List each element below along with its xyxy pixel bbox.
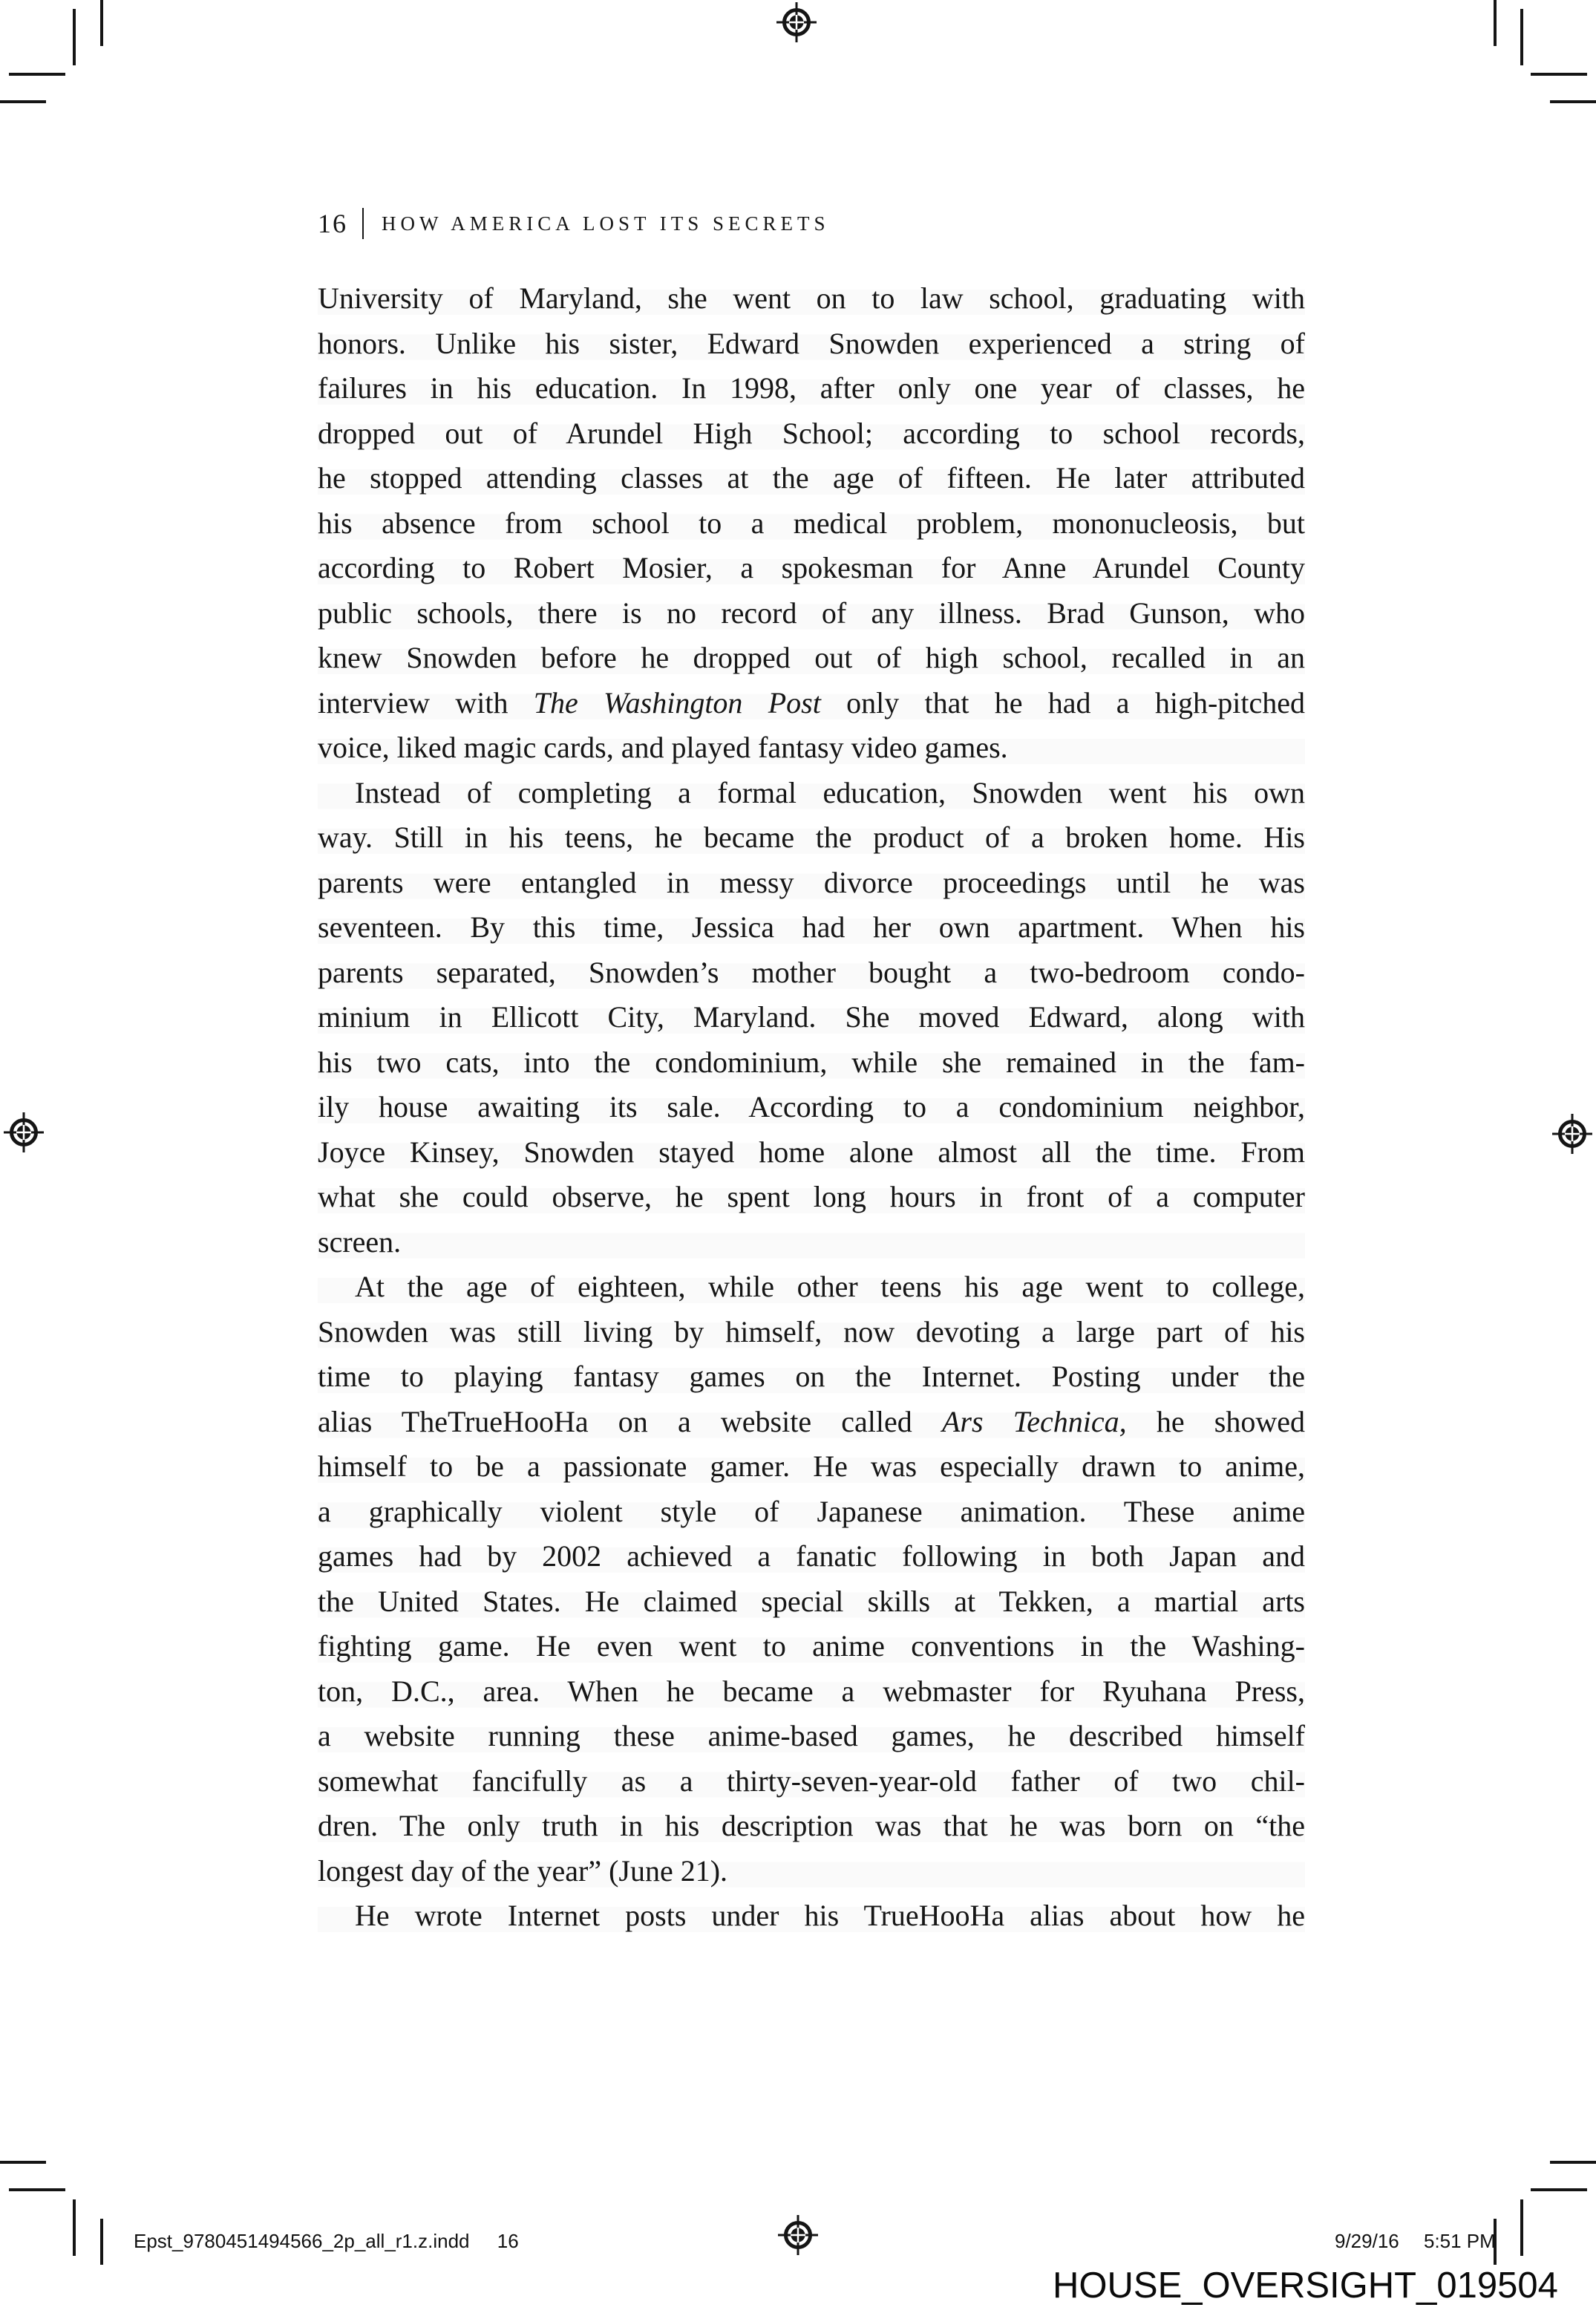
text-line: ton, D.C., area. When he became a webmaster for Ryuhana Press, (318, 1674, 1305, 1708)
text-line: voice, liked magic cards, and played fantasy video games. (318, 731, 1008, 764)
text-line: knew Snowden before he dropped out of high school, recalled in an (318, 641, 1305, 674)
text-line: parents separated, Snowden’s mother bought a two-bedroom condo- (318, 955, 1305, 989)
text-line: He wrote Internet posts under his TrueHooHa alias about how he (355, 1899, 1305, 1932)
text-line: himself to be a passionate gamer. He was especially drawn to anime, (318, 1449, 1305, 1483)
text-line: ily house awaiting its sale. According to a condominium neighbor, (318, 1090, 1305, 1123)
crop-mark (9, 73, 65, 76)
text-line: fighting game. He even went to anime conventions in the Washing- (318, 1629, 1305, 1663)
crop-mark (100, 2219, 103, 2265)
footer-date: 9/29/16 (1335, 2230, 1399, 2252)
text-line: a graphically violent style of Japanese animation. These anime (318, 1494, 1305, 1528)
registration-mark-icon (778, 2215, 818, 2255)
footer-page-number: 16 (497, 2230, 519, 2252)
text-line: seventeen. By this time, Jessica had her own apartment. When his (318, 910, 1305, 944)
text-line: interview with The Washington Post only that he had a high-pitched (318, 685, 1305, 720)
text-line: screen. (318, 1224, 402, 1259)
text-line: Snowden was still living by himself, now devoting a large part of his (318, 1314, 1305, 1348)
text-line: University of Maryland, she went on to law school, graduating with (318, 281, 1305, 315)
text-line: Joyce Kinsey, Snowden stayed home alone almost all the time. From (318, 1135, 1305, 1169)
footer-time: 5:51 PM (1423, 2230, 1496, 2252)
text-line: longest day of the year” (June 21). (318, 1853, 728, 1888)
text-line: minium in Ellicott City, Maryland. She moved Edward, along with (318, 1000, 1305, 1034)
page-number: 16 (318, 209, 347, 238)
text-line: public schools, there is no record of any illness. Brad Gunson, who (318, 596, 1305, 630)
crop-mark (9, 2188, 65, 2191)
crop-mark (1550, 2161, 1596, 2164)
paragraph (318, 771, 1305, 1265)
paragraph (318, 276, 1305, 771)
paragraph (318, 1265, 1305, 1893)
book-title: HOW AMERICA LOST ITS SECRETS (382, 212, 830, 235)
text-line: somewhat fancifully as a thirty-seven-year-old father of two chil- (318, 1764, 1305, 1798)
running-head (318, 205, 830, 242)
crop-mark (0, 2161, 46, 2164)
crop-mark (1494, 0, 1497, 46)
text-line: way. Still in his teens, he became the product of a broken home. His (318, 821, 1305, 854)
text-line: parents were entangled in messy divorce proceedings until he was (318, 865, 1305, 899)
text-line: he stopped attending classes at the age of fifteen. He later attributed (318, 461, 1305, 495)
text-line: according to Robert Mosier, a spokesman for Anne Arundel County (318, 551, 1305, 584)
text-line: Instead of completing a formal education, Snowden went his own (355, 775, 1305, 809)
text-line: alias TheTrueHooHa on a website called Ars Technica, he showed (318, 1404, 1305, 1438)
registration-mark-icon (776, 2, 817, 42)
footer-filename: Epst_9780451494566_2p_all_r1.z.indd (134, 2230, 470, 2252)
footer-left (134, 2230, 519, 2253)
crop-mark (1531, 2188, 1587, 2191)
crop-mark (73, 9, 76, 65)
text-line: failures in his education. In 1998, after only one year of classes, he (318, 371, 1305, 405)
bates-stamp: HOUSE_OVERSIGHT_019504 (1053, 2266, 1558, 2306)
header-divider (362, 208, 364, 239)
crop-mark (1520, 9, 1523, 65)
text-line: his absence from school to a medical problem, mononucleosis, but (318, 506, 1305, 540)
registration-mark-icon (1552, 1114, 1592, 1154)
text-block (318, 276, 1305, 1939)
crop-mark (1550, 100, 1596, 103)
text-line: At the age of eighteen, while other teens his age went to college, (355, 1270, 1305, 1303)
text-line: his two cats, into the condominium, while she remained in the fam- (318, 1045, 1305, 1079)
text-line: games had by 2002 achieved a fanatic following in both Japan and (318, 1539, 1305, 1573)
text-line: dropped out of Arundel High School; according to school records, (318, 416, 1305, 450)
text-line: dren. The only truth in his description was that he was born on “the (318, 1809, 1305, 1842)
text-line: a website running these anime-based games, he described himself (318, 1719, 1305, 1752)
text-line: honors. Unlike his sister, Edward Snowden experienced a string of (318, 326, 1305, 360)
paragraph (318, 1893, 1305, 1939)
crop-mark (73, 2199, 76, 2256)
footer-right (1335, 2230, 1496, 2253)
crop-mark (1531, 73, 1587, 76)
crop-mark (1520, 2199, 1523, 2256)
text-line: time to playing fantasy games on the Internet. Posting under the (318, 1360, 1305, 1393)
crop-mark (100, 0, 103, 46)
text-line: the United States. He claimed special skills at Tekken, a martial arts (318, 1584, 1305, 1618)
text-line: what she could observe, he spent long hours in front of a computer (318, 1180, 1305, 1213)
registration-mark-icon (4, 1112, 44, 1152)
crop-mark (0, 100, 46, 103)
